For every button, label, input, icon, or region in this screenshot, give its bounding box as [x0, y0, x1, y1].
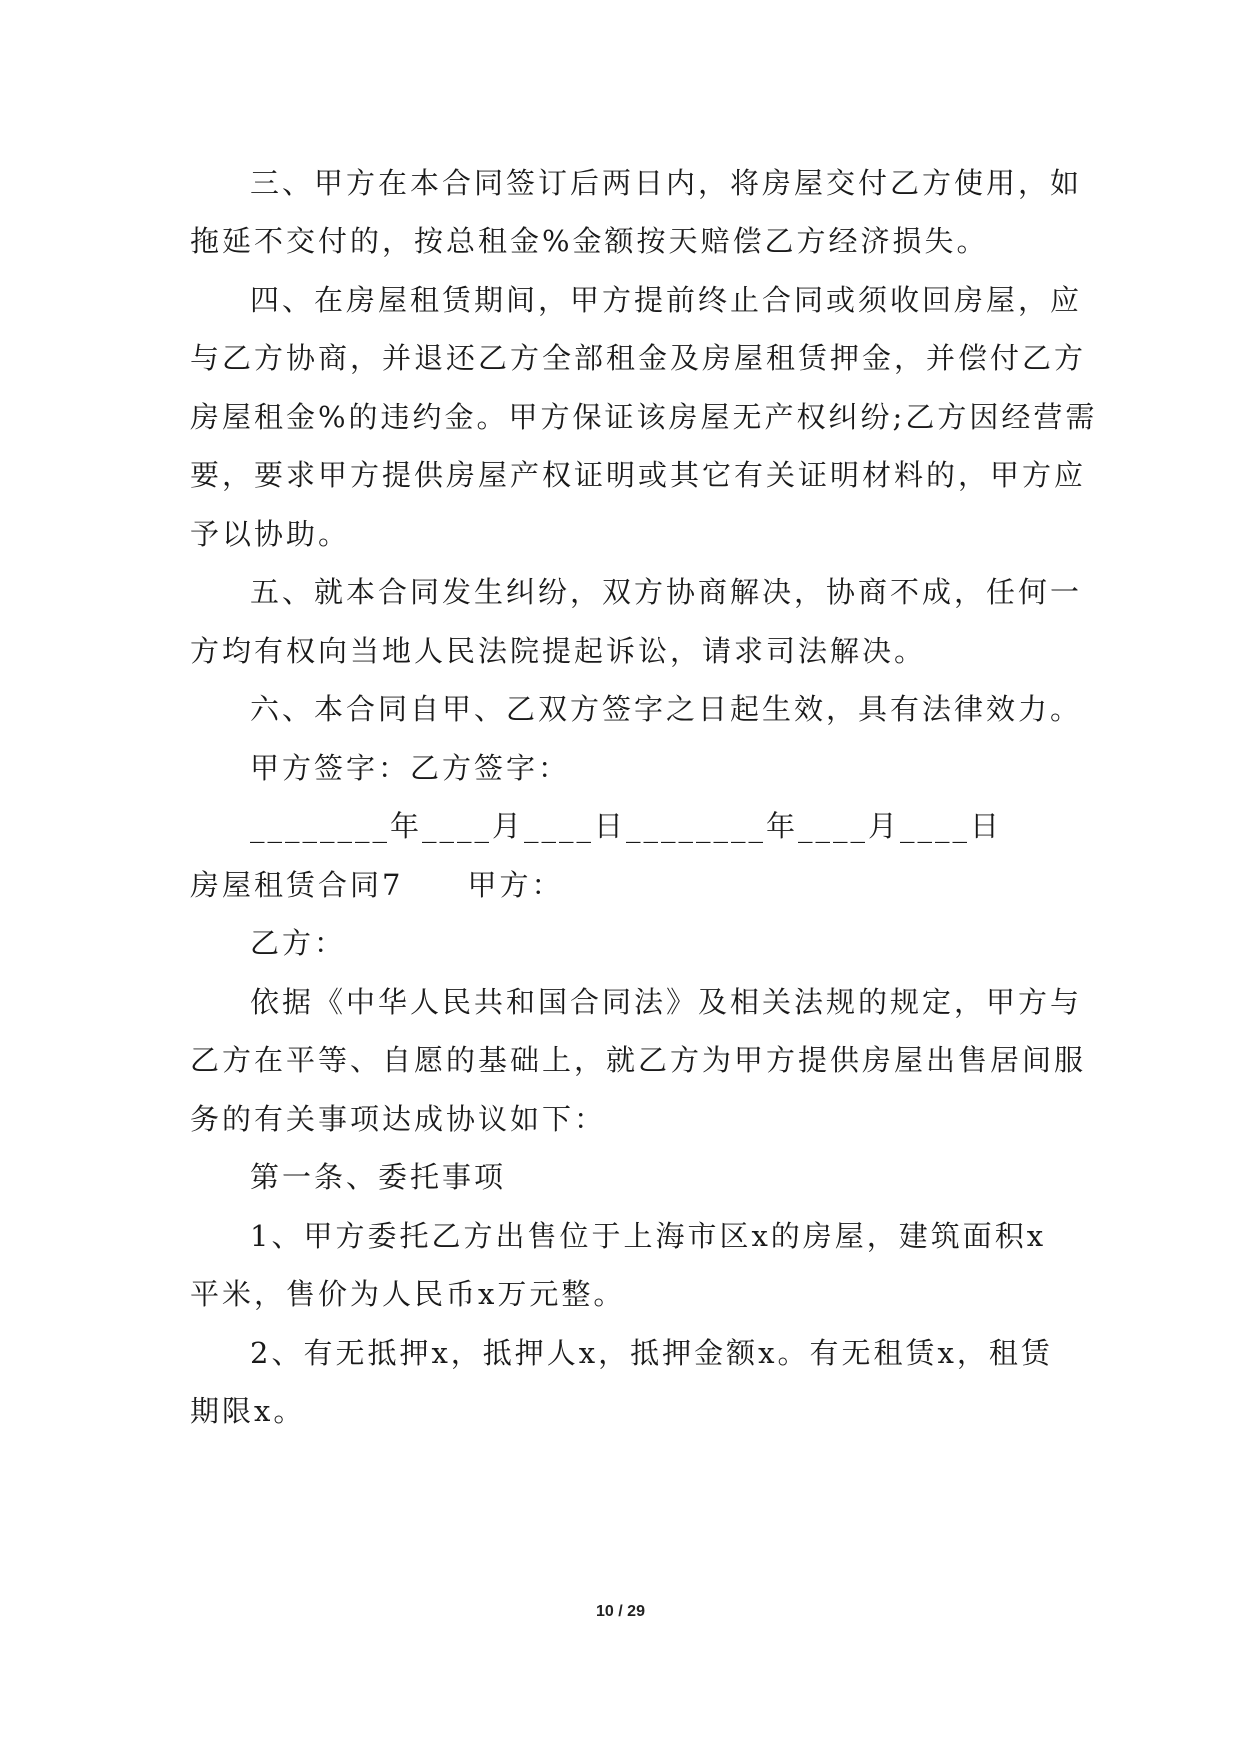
- contract-heading: 房屋租赁合同7 甲方：: [190, 868, 564, 902]
- paragraph-line: 期限x。: [190, 1394, 306, 1428]
- date-line: ________年____月____日________年____月____日: [250, 809, 1003, 843]
- paragraph-line: 依据《中华人民共和国合同法》及相关法规的规定，甲方与: [250, 985, 1083, 1019]
- paragraph-line: 1、甲方委托乙方出售位于上海市区x的房屋，建筑面积x: [250, 1219, 1047, 1253]
- paragraph-line: 三、甲方在本合同签订后两日内，将房屋交付乙方使用，如: [250, 166, 1083, 200]
- paragraph-line: 五、就本合同发生纠纷，双方协商解决，协商不成，任何一: [250, 575, 1083, 609]
- page-number: 10 / 29: [596, 1603, 645, 1620]
- paragraph-line: 拖延不交付的，按总租金%金额按天赔偿乙方经济损失。: [190, 224, 989, 258]
- paragraph-line: 2、有无抵押x，抵押人x，抵押金额x。有无租赁x，租赁: [250, 1336, 1053, 1370]
- paragraph-line: 务的有关事项达成协议如下：: [190, 1102, 607, 1136]
- paragraph-line: 予以协助。: [190, 517, 351, 551]
- paragraph-line: 要，要求甲方提供房屋产权证明或其它有关证明材料的，甲方应: [190, 458, 1087, 492]
- paragraph-line: 与乙方协商，并退还乙方全部租金及房屋租赁押金，并偿付乙方: [190, 341, 1087, 375]
- paragraph-line: 乙方在平等、自愿的基础上，就乙方为甲方提供房屋出售居间服: [190, 1043, 1087, 1077]
- paragraph-line: 四、在房屋租赁期间，甲方提前终止合同或须收回房屋，应: [250, 283, 1083, 317]
- signature-line: 甲方签字：乙方签字：: [250, 751, 571, 785]
- party-line: 乙方：: [250, 926, 347, 960]
- article-heading: 第一条、委托事项: [250, 1160, 507, 1194]
- paragraph-line: 房屋租金%的违约金。甲方保证该房屋无产权纠纷;乙方因经营需: [190, 400, 1098, 434]
- paragraph-line: 平米，售价为人民币x万元整。: [190, 1277, 626, 1311]
- paragraph-line: 六、本合同自甲、乙双方签字之日起生效，具有法律效力。: [250, 692, 1083, 726]
- paragraph-line: 方均有权向当地人民法院提起诉讼，请求司法解决。: [190, 634, 927, 668]
